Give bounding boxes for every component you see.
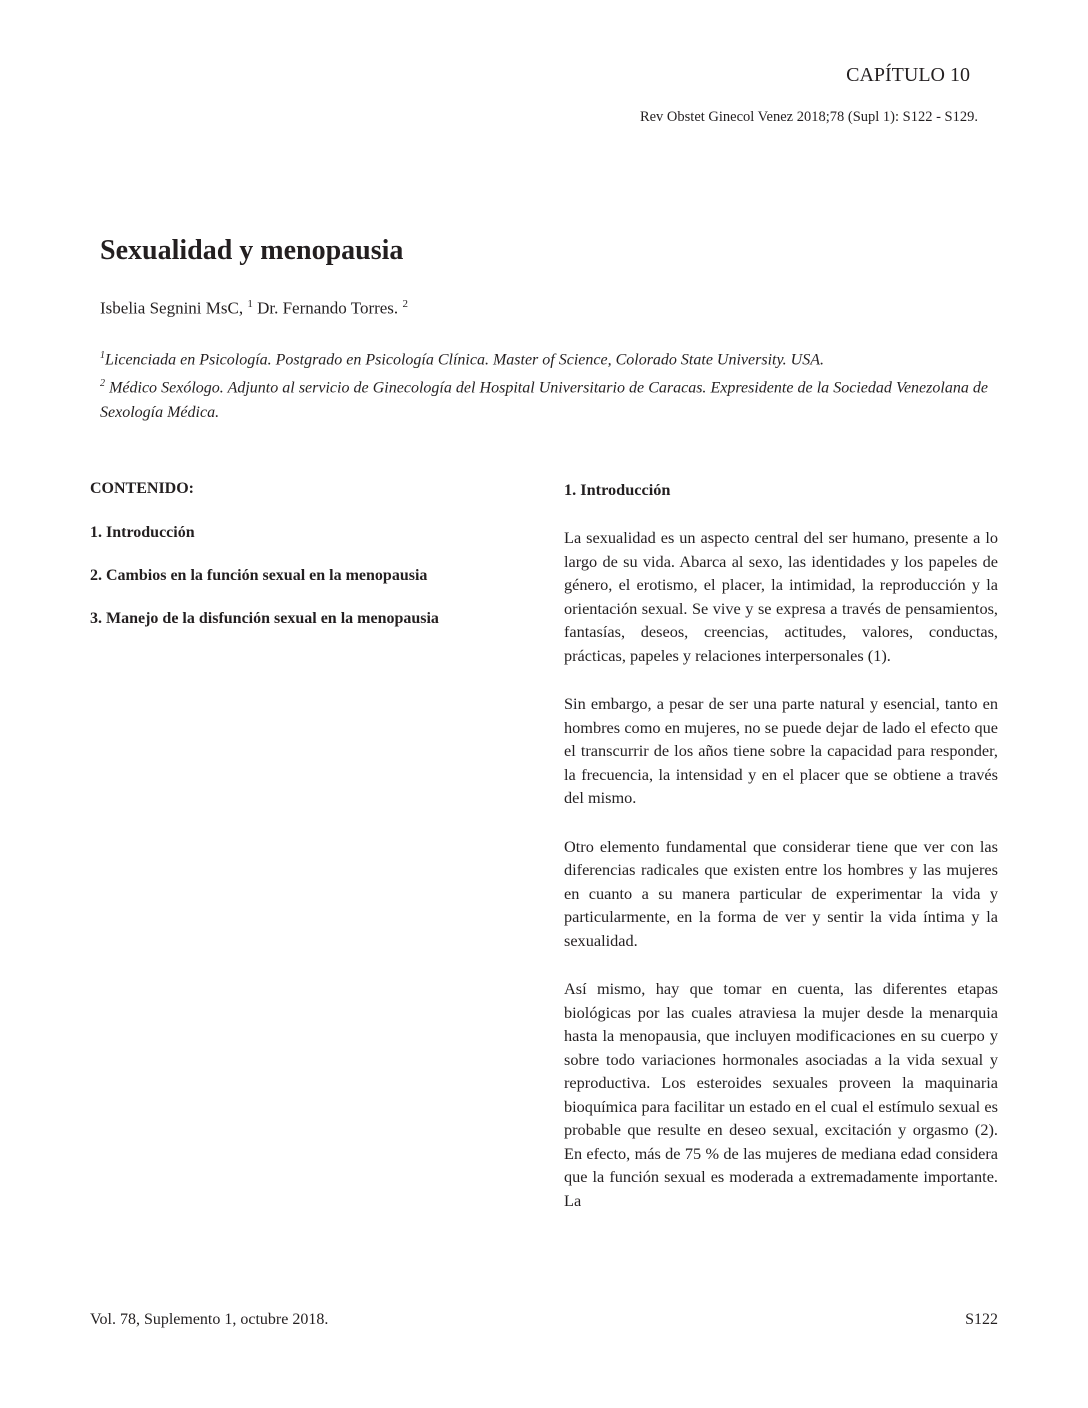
body-paragraph: Sin embargo, a pesar de ser una parte natural y esencial, tanto en hombres como en mujeres, no se puede dejar de lado el efecto que el transcurrir de los años tiene sobre la capacidad para responder, la frecuencia, la intensidad y en el placer que se obtiene a través del mismo.	[564, 694, 998, 807]
chapter-label: CAPÍTULO 10	[846, 64, 970, 86]
author-name: Isbelia Segnini MsC,	[100, 298, 244, 318]
page-number: S122	[965, 1311, 998, 1328]
body-paragraph: Otro elemento fundamental que considerar tiene que ver con las diferencias radicales que existen entre los hombres y las mujeres en cuanto a su manera particular de experimentar la vida y particularmente, en la forma de ver y sentir la vida íntima y la sexualidad.	[564, 836, 998, 950]
affiliation-text: Licenciada en Psicología. Postgrado en Psicología Clínica. Master of Science, Colorado State University. USA.	[105, 351, 825, 369]
body-paragraph: Así mismo, hay que tomar en cuenta, las diferentes etapas biológicas por las cuales atraviesa la mujer desde la menarquia hasta la menopausia, que incluyen modificaciones en su cuerpo y sobre todo variaciones hormonales asociadas a la vida sexual y reproductiva. Los esteroides sexuales proveen la maquinaria bioquímica para facilitar un estado en el cual el estímulo sexual es probable que resulte en deseo sexual, excitación y orgasmo (2). En efecto, más de 75 % de las mujeres de mediana edad considera que la función sexual es moderada a extremadamente importante. La	[564, 979, 998, 1210]
affiliation-mark: 2	[100, 378, 105, 390]
toc-item: 2. Cambios en la función sexual en la menopausia	[90, 567, 428, 584]
affiliations	[100, 344, 988, 425]
section-heading: 1. Introducción	[564, 480, 671, 499]
toc-item: 1. Introducción	[90, 524, 195, 541]
author-name: Dr. Fernando Torres.	[257, 298, 399, 318]
affiliation-text: Médico Sexólogo. Adjunto al servicio de Ginecología del Hospital Universitario de Caracas. Expresidente de la Sociedad Venezolana de Sexología Médica.	[100, 379, 988, 421]
author-affiliation-mark: 2	[402, 298, 408, 310]
journal-citation: Rev Obstet Ginecol Venez 2018;78 (Supl 1): S122 - S129.	[639, 109, 978, 125]
author-affiliation-mark: 1	[247, 298, 253, 310]
article-title: Sexualidad y menopausia	[100, 235, 404, 266]
body-paragraph: La sexualidad es un aspecto central del ser humano, presente a lo largo de su vida. Abarca al sexo, las identidades y los papeles de género, el erotismo, el placer, la intimidad, la reproducción y la orientación sexual. Se vive y se expresa a través de pensamientos, fantasías, deseos, creencias, actitudes, valores, conductas, prácticas, papeles y relaciones interpersonales (1).	[564, 528, 998, 665]
toc-item: 3. Manejo de la disfunción sexual en la menopausia	[90, 610, 439, 627]
footer-volume: Vol. 78, Suplemento 1, octubre 2018.	[90, 1311, 329, 1328]
table-of-contents	[90, 480, 530, 653]
author-list	[100, 298, 408, 319]
affiliation-mark: 1	[100, 350, 105, 361]
toc-heading: CONTENIDO:	[90, 480, 195, 497]
affiliation	[100, 344, 988, 372]
body-column	[564, 480, 998, 1237]
affiliation	[100, 372, 988, 424]
